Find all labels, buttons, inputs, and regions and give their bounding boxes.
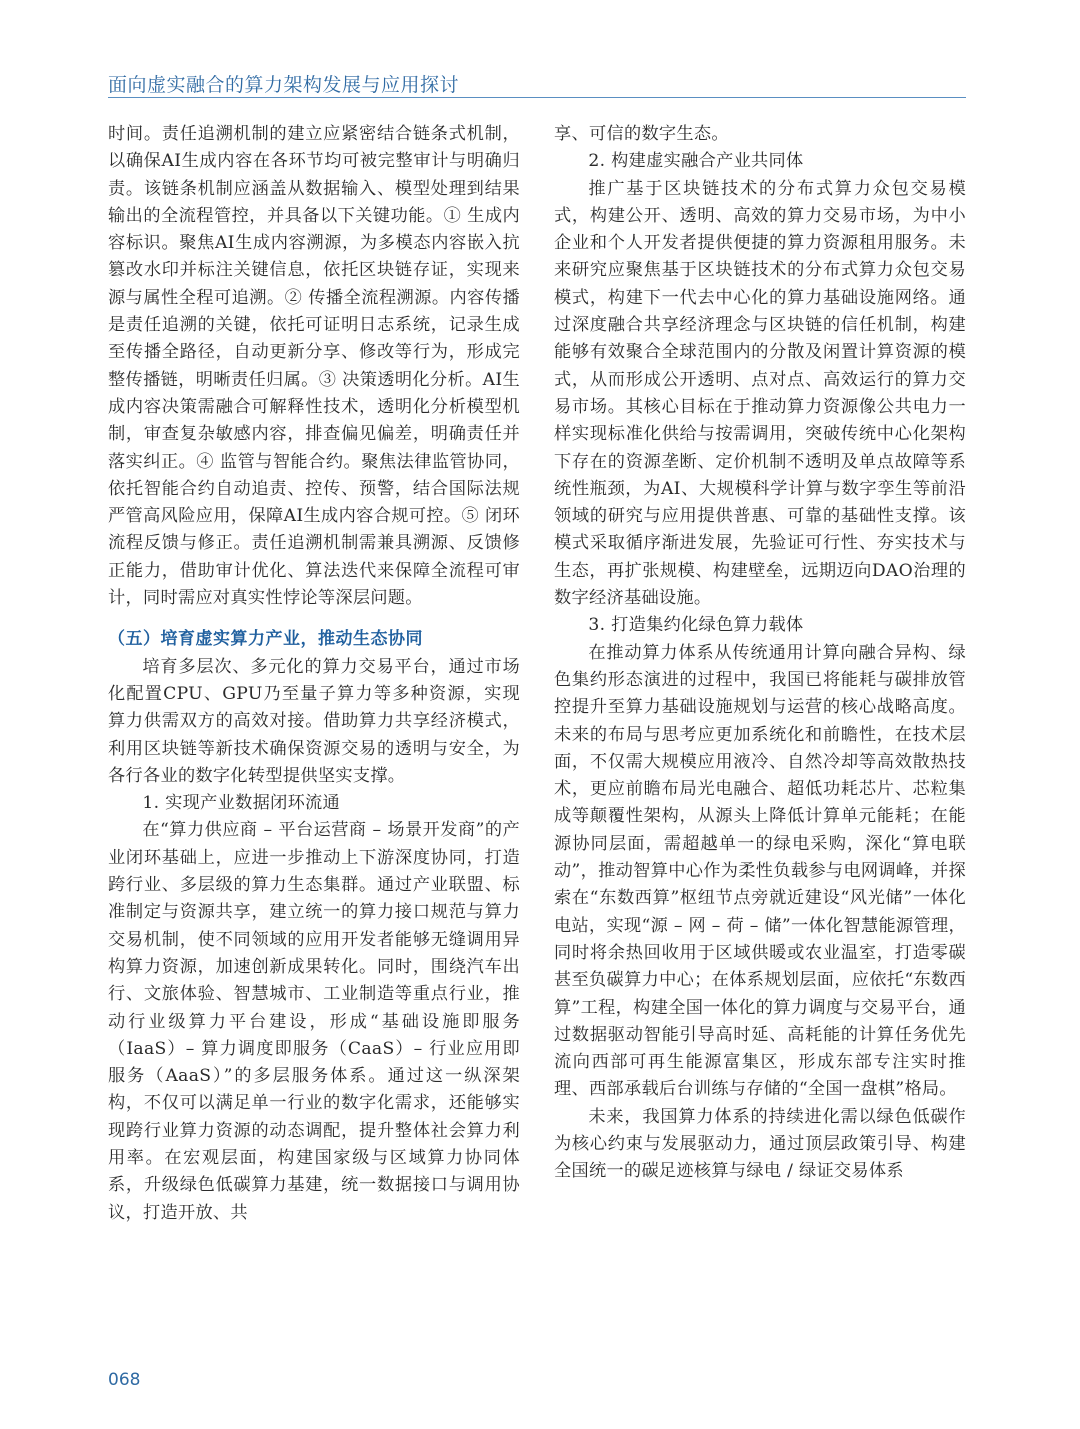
section-heading: （五）培育虚实算力产业，推动生态协同 <box>108 629 423 650</box>
paragraph: 享、可信的数字生态。 <box>554 124 729 144</box>
page-number: 068 <box>108 1370 141 1390</box>
paragraph: 在“算力供应商 – 平台运营商 – 场景开发商”的产业闭环基础上，应进一步推动上下游深度协同，打造跨行业、多层级的算力生态集群。通过产业联盟、标准制定与资源共享，建立统一的算力接口规范与算力交易机制，使不同领域的应用开发者能够无缝调用异构算力资源，加速创新成果转化。同时，围绕汽车出行、文旅体验、智慧城市、工业制造等重点行业，推动行业级算力平台建设，形成“基础设施即服务（IaaS）– 算力调度即服务（CaaS）– 行业应用即服务（AaaS）”的多层服务体系。通过这一纵深架构，不仅可以满足单一行业的数字化需求，还能够实现跨行业算力资源的动态调配，提升整体社会算力利用率。在宏观层面，构建国家级与区域算力协同体系，升级绿色低碳算力基建，统一数据接口与调用协议，打造开放、共 <box>108 820 520 1223</box>
paragraph: 培育多层次、多元化的算力交易平台，通过市场化配置CPU、GPU乃至量子算力等多种资源，实现算力供需双方的高效对接。借助算力共享经济模式，利用区块链等新技术确保资源交易的透明与安全，为各行各业的数字化转型提供坚实支撑。 <box>108 656 520 786</box>
subsection-heading: 2. 构建虚实融合产业共同体 <box>588 151 804 172</box>
paragraph: 时间。责任追溯机制的建立应紧密结合链条式机制，以确保AI生成内容在各环节均可被完整审计与明确归责。该链条机制应涵盖从数据输入、模型处理到结果输出的全流程管控，并具备以下关键功能。① 生成内容标识。聚焦AI生成内容溯源，为多模态内容嵌入抗篡改水印并标注关键信息，依托区块链存证，实现来源与属性全程可追溯。② 传播全流程溯源。内容传播是责任追溯的关键，依托可证明日志系统，记录生成至传播全路径，自动更新分享、修改等行为，形成完整传播链，明晰责任归属。③ 决策透明化分析。AI生成内容决策需融合可解释性技术，透明化分析模型机制，审查复杂敏感内容，排查偏见偏差，明确责任并落实纠正。④ 监管与智能合约。聚焦法律监管协同，依托智能合约自动追责、控传、预警，结合国际法规严管高风险应用，保障AI生成内容合规可控。⑤ 闭环流程反馈与修正。责任追溯机制需兼具溯源、反馈修正能力，借助审计优化、算法迭代来保障全流程可审计，同时需应对真实性悖论等深层问题。 <box>108 124 520 609</box>
subsection-heading: 1. 实现产业数据闭环流通 <box>142 793 341 814</box>
paragraph: 推广基于区块链技术的分布式算力众包交易模式，构建公开、透明、高效的算力交易市场，为中小企业和个人开发者提供便捷的算力资源租用服务。未来研究应聚焦基于区块链技术的分布式算力众包交易模式，构建下一代去中心化的算力基础设施网络。通过深度融合共享经济理念与区块链的信任机制，构建能够有效聚合全球范围内的分散及闲置计算资源的模式，从而形成公开透明、点对点、高效运行的算力交易市场。其核心目标在于推动算力资源像公共电力一样实现标准化供给与按需调用，突破传统中心化架构下存在的资源垄断、定价机制不透明及单点故障等系统性瓶颈，为AI、大规模科学计算与数字孪生等前沿领域的研究与应用提供普惠、可靠的基础性支撑。该模式采取循序渐进发展，先验证可行性、夯实技术与生态，再扩张规模、构建壁垒，远期迈向DAO治理的数字经济基础设施。 <box>554 178 966 609</box>
paragraph: 未来，我国算力体系的持续进化需以绿色低碳作为核心约束与发展驱动力，通过顶层政策引导、构建全国统一的碳足迹核算与绿电 / 绿证交易体系 <box>554 1106 966 1182</box>
right-column <box>554 121 966 1186</box>
paragraph: 在推动算力体系从传统通用计算向融合异构、绿色集约形态演进的过程中，我国已将能耗与碳排放管控提升至算力基础设施规划与运营的核心战略高度。未来的布局与思考应更加系统化和前瞻性，在技术层面，不仅需大规模应用液冷、自然冷却等高效散热技术，更应前瞻布局光电融合、超低功耗芯片、芯粒集成等颠覆性架构，从源头上降低计算单元能耗；在能源协同层面，需超越单一的绿电采购，深化“算电联动”，推动智算中心作为柔性负载参与电网调峰，并探索在“东数西算”枢纽节点旁就近建设“风光储”一体化电站，实现“源 – 网 – 荷 – 储”一体化智慧能源管理，同时将余热回收用于区域供暖或农业温室，打造零碳甚至负碳算力中心；在体系规划层面，应依托“东数西算”工程，构建全国一体化的算力调度与交易平台，通过数据驱动智能引导高时延、高耗能的计算任务优先流向西部可再生能源富集区，形成东部专注实时推理、西部承载后台训练与存储的“全国一盘棋”格局。 <box>554 642 966 1100</box>
header-rule <box>108 97 966 98</box>
left-column <box>108 121 520 1227</box>
running-title: 面向虚实融合的算力架构发展与应用探讨 <box>108 74 460 96</box>
subsection-heading: 3. 打造集约化绿色算力载体 <box>588 615 804 636</box>
